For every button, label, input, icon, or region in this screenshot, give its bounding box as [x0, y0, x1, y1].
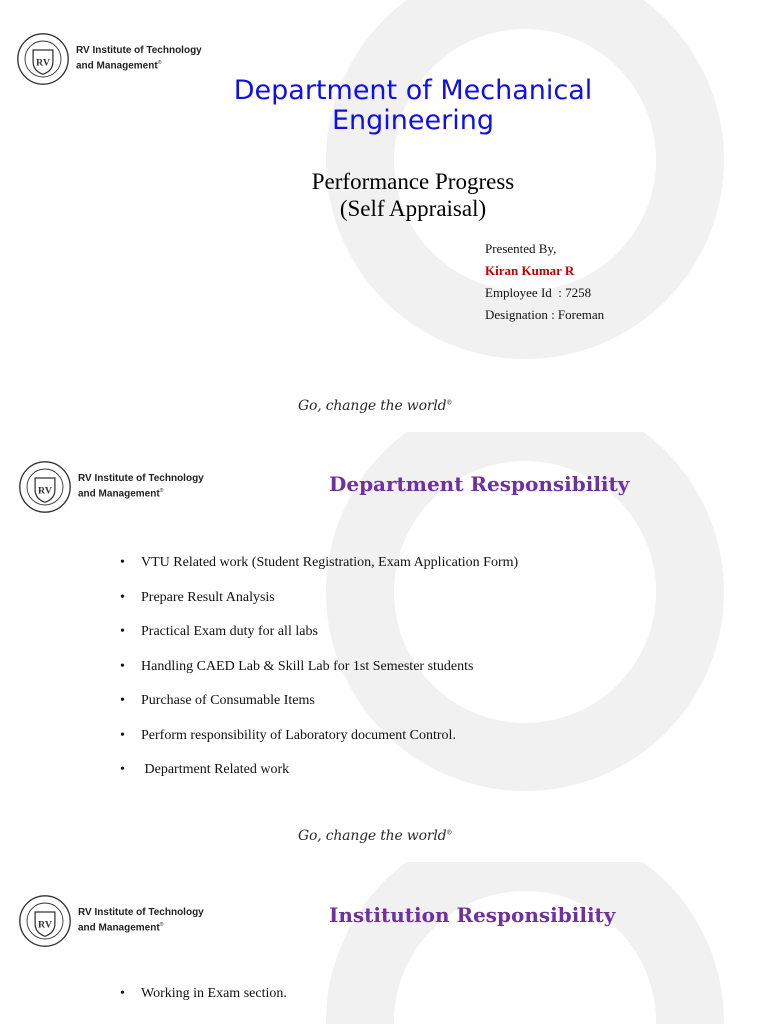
responsibility-list	[120, 985, 287, 1020]
list-item: • Handling CAED Lab & Skill Lab for 1st Semester students	[120, 658, 474, 674]
list-item: • Department Related work	[120, 762, 290, 777]
presenter-info	[485, 241, 604, 329]
title-slide	[0, 0, 768, 432]
institute-seal-icon	[18, 894, 72, 948]
designation: Designation : Foreman	[485, 307, 605, 322]
list-item: • Purchase of Consumable Items	[120, 693, 315, 708]
logo-line-1: RV Institute of Technology	[78, 907, 204, 919]
logo-line-1: RV Institute of Technology	[76, 45, 202, 57]
list-item: • Working in Exam section.	[120, 986, 287, 1001]
list-item: • Perform responsibility of Laboratory document Control.	[120, 727, 456, 743]
institute-logo: RV RV Institute of Technology and Management®	[16, 32, 202, 86]
institute-logo: RV RV Institute of Technology and Management®	[18, 460, 204, 514]
svg-text:RV: RV	[36, 57, 50, 69]
tagline: Go, change the world®	[298, 398, 453, 414]
svg-text:RV: RV	[38, 485, 52, 497]
tagline: Go, change the world®	[298, 828, 453, 844]
institute-seal-icon	[18, 460, 72, 514]
institute-logo: RV RV Institute of Technology and Management®	[18, 894, 204, 948]
logo-line-2: and Management	[78, 922, 160, 934]
presenter-name: Kiran Kumar R	[485, 263, 575, 278]
logo-line-1: RV Institute of Technology	[78, 473, 204, 485]
section-title: Institution Responsibility	[329, 903, 616, 927]
list-item: • Practical Exam duty for all labs	[120, 624, 318, 639]
logo-line-2: and Management	[76, 60, 158, 72]
section-title: Department Responsibility	[329, 472, 630, 496]
logo-line-2: and Management	[78, 488, 160, 500]
list-item: • VTU Related work (Student Registration, Exam Application Form)	[120, 555, 519, 570]
institution-responsibility-slide	[0, 862, 768, 1024]
department-responsibility-slide	[0, 432, 768, 862]
svg-text:RV: RV	[38, 919, 52, 931]
responsibility-list	[120, 554, 518, 796]
employee-id: Employee Id : 7258	[485, 285, 592, 300]
department-title: Department of Mechanical Engineering	[233, 75, 593, 136]
list-item: • Prepare Result Analysis	[120, 589, 275, 605]
presentation-subtitle: Performance Progress (Self Appraisal)	[311, 169, 515, 221]
presented-by-label: Presented By,	[485, 241, 557, 256]
